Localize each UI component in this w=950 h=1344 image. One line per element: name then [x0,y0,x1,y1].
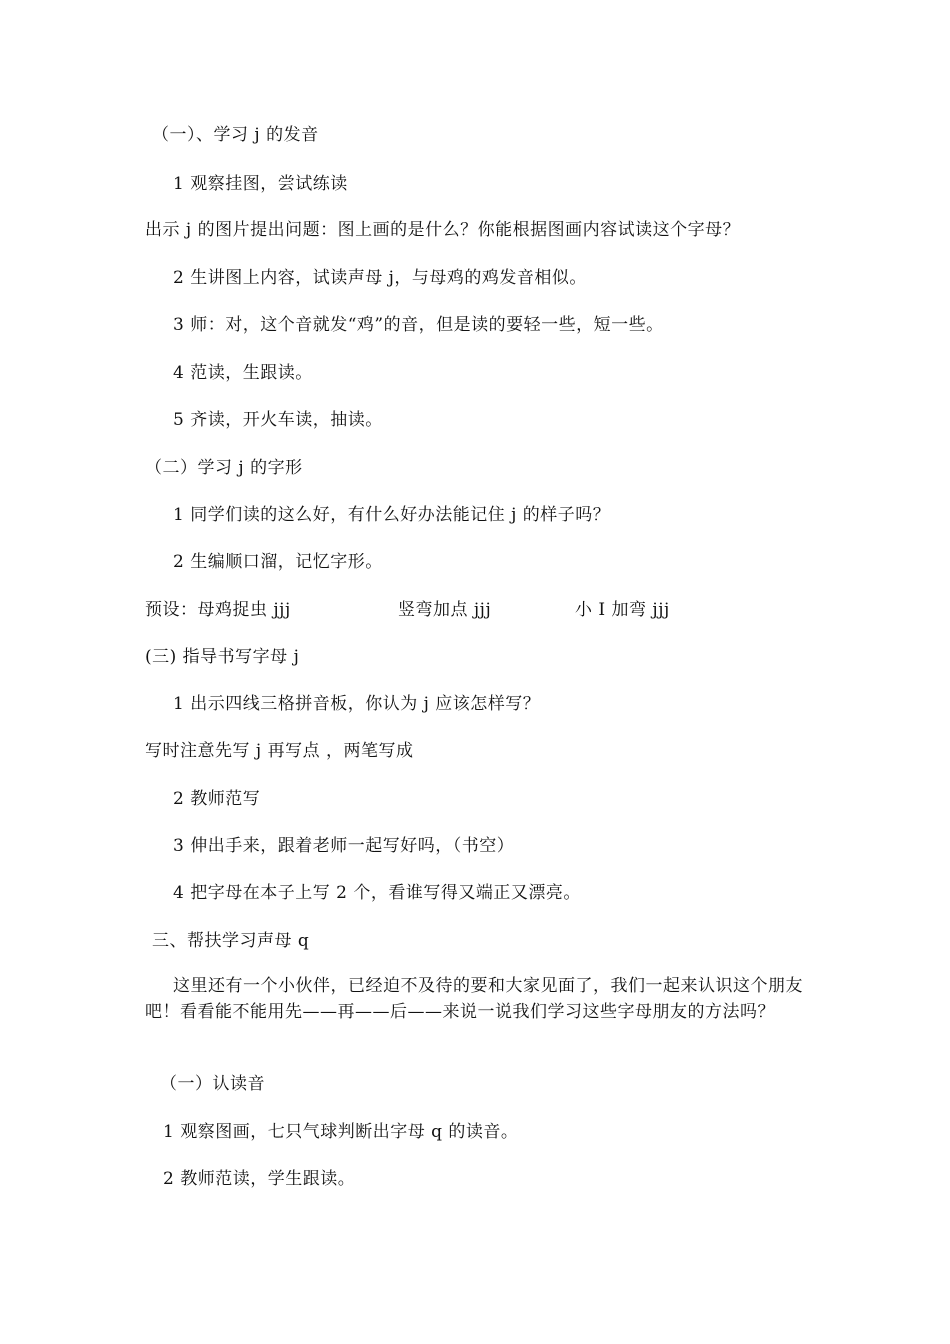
heading-learn-j-shape: （二）学习 j 的字形 [145,458,303,478]
preset-item-3: 小 I 加弯 jjj [575,600,670,620]
step-student-describe: 2 生讲图上内容，试读声母 j，与母鸡的鸡发音相似。 [173,268,587,288]
step-remember-shape: 1 同学们读的这么好，有什么好办法能记住 j 的样子吗？ [173,505,611,525]
heading-learn-j-pronunciation: （一）、学习 j 的发音 [152,125,319,145]
step-rhyme: 2 生编顺口溜，记忆字形。 [173,552,383,572]
heading-recognize-sound: （一）认读音 [160,1074,265,1094]
step-write-notebook: 4 把字母在本子上写 2 个，看谁写得又端正又漂亮。 [173,883,581,903]
preset-item-2: 竖弯加点 jjj [398,600,492,620]
step-writing-note: 写时注意先写 j 再写点 ，两笔写成 [145,741,414,761]
heading-guide-writing: (三) 指导书写字母 j [145,647,300,667]
step-teacher-demo: 2 教师范写 [173,789,261,809]
step-show-board: 1 出示四线三格拼音板，你认为 j 应该怎样写？ [173,694,541,714]
heading-learn-q: 三、帮扶学习声母 q [152,931,310,951]
step-teacher-explain: 3 师：对，这个音就发“鸡”的音，但是读的要轻一些，短一些。 [173,315,664,335]
intro-paragraph: 这里还有一个小伙伴，已经迫不及待的要和大家见面了，我们一起来认识这个朋友吧！看看能不能用先——再——后——来说一说我们学习这些字母朋友的方法吗？ [145,976,803,1022]
step-show-picture-question: 出示 j 的图片提出问题：图上画的是什么？你能根据图画内容试读这个字母？ [145,220,741,240]
step-teacher-model-q: 2 教师范读，学生跟读。 [163,1169,356,1189]
step-air-writing: 3 伸出手来，跟着老师一起写好吗，（书空） [173,836,515,856]
preset-label: 预设：母鸡捉虫 jjj [145,600,291,620]
step-group-reading: 5 齐读，开火车读，抽读。 [173,410,383,430]
step-observe-chart: 1 观察挂图，尝试练读 [173,174,348,194]
step-observe-balloons: 1 观察图画，七只气球判断出字母 q 的读音。 [163,1122,519,1142]
step-model-reading: 4 范读，生跟读。 [173,363,313,383]
